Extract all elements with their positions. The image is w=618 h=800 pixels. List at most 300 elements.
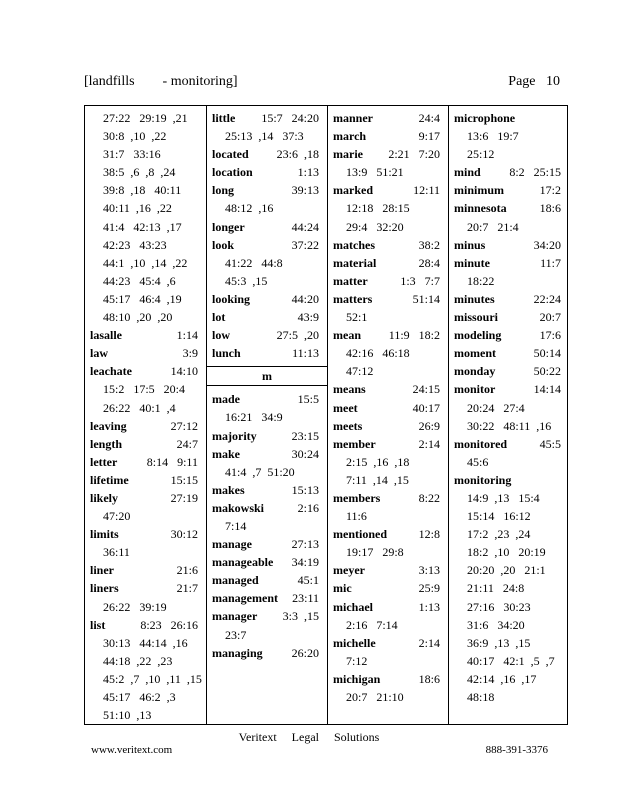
index-term: likely <box>90 490 119 505</box>
index-ref: 17:6 <box>539 328 561 343</box>
footer-website: www.veritext.com <box>91 744 173 756</box>
index-entry-head <box>212 553 327 571</box>
index-ref: 25:13 ,14 37:3 <box>225 129 304 144</box>
index-entry <box>212 163 327 181</box>
index-entry-head <box>212 571 327 589</box>
index-entry <box>90 417 206 435</box>
index-ref: 38:5 ,6 ,8 ,24 <box>103 165 176 180</box>
index-ref: 15:7 24:20 <box>261 111 319 125</box>
index-ref: 20:20 ,20 21:1 <box>467 563 546 578</box>
index-ref: 39:13 <box>291 183 319 198</box>
index-ref: 21:7 <box>176 581 198 596</box>
index-term: manageable <box>212 555 274 570</box>
footer-phone: 888-391-3376 <box>485 744 548 756</box>
index-ref: 8:14 9:11 <box>146 454 198 469</box>
index-entry <box>454 326 569 344</box>
index-entry <box>333 525 448 561</box>
index-entry <box>90 109 206 326</box>
index-ref: 41:4 ,7 51:20 <box>225 464 295 479</box>
index-entry <box>212 445 327 481</box>
index-ref: 3:13 <box>418 563 440 578</box>
index-ref: 24:7 <box>176 436 198 451</box>
index-ref: 30:13 44:14 ,16 <box>103 635 188 650</box>
index-term: lasalle <box>90 328 122 343</box>
index-term: moment <box>454 346 496 361</box>
index-term: managed <box>212 573 259 588</box>
index-ref: 12:11 <box>413 183 440 198</box>
index-entry <box>454 344 569 362</box>
index-term: manage <box>212 537 252 552</box>
index-entry-head <box>212 644 327 662</box>
index-ref: 15:14 16:12 <box>467 509 531 524</box>
index-ref: 8:2 25:15 <box>509 165 561 180</box>
index-entry-head <box>454 236 569 254</box>
index-ref: 36:11 <box>103 545 130 560</box>
index-term: michael <box>333 599 373 614</box>
index-ref: 7:14 <box>225 518 247 533</box>
index-entry-head <box>333 326 448 344</box>
index-ref: 12:8 <box>418 527 440 542</box>
index-term: manner <box>333 111 373 125</box>
index-term: makowski <box>212 500 265 515</box>
index-entry-head <box>333 525 448 543</box>
index-entry-head <box>212 445 327 463</box>
index-entry-head <box>212 163 327 181</box>
index-entry-head <box>212 344 327 362</box>
index-entry-head <box>90 344 206 362</box>
index-term: marie <box>333 147 363 162</box>
index-ref: 18:6 <box>418 671 440 686</box>
index-term: manager <box>212 609 258 624</box>
index-ref: 27:13 <box>291 537 319 552</box>
index-ref: 44:24 <box>291 219 319 234</box>
index-term: michelle <box>333 635 376 650</box>
index-term: located <box>212 147 249 162</box>
index-entry-head <box>212 181 327 199</box>
index-ref: 45:5 <box>539 436 561 451</box>
index-entry-head <box>212 236 327 254</box>
index-ref: 51:10 ,13 <box>103 708 152 723</box>
index-ref: 25:12 <box>467 147 495 162</box>
index-ref: 22:24 <box>533 291 561 306</box>
index-ref: 21:11 24:8 <box>467 581 525 596</box>
index-ref: 23:15 <box>291 428 319 443</box>
index-entry <box>212 218 327 236</box>
index-ref: 52:1 <box>346 310 368 325</box>
index-entry <box>212 145 327 163</box>
index-column-4 <box>448 106 569 724</box>
index-term: monitor <box>454 382 496 397</box>
index-entry-head <box>90 362 206 380</box>
index-entry-head <box>454 344 569 362</box>
index-term: mentioned <box>333 527 387 542</box>
index-entry-head <box>454 435 569 453</box>
index-entry <box>90 453 206 471</box>
index-term: minimum <box>454 183 505 198</box>
index-ref: 45:2 ,7 ,10 ,11 ,15 <box>103 671 202 686</box>
index-ref: 14:10 <box>170 364 198 379</box>
index-entry <box>212 308 327 326</box>
index-ref: 40:17 <box>412 400 440 415</box>
index-ref: 2:14 <box>418 635 440 650</box>
index-entry <box>333 127 448 145</box>
index-term: liner <box>90 563 114 578</box>
index-term: list <box>90 617 106 632</box>
index-term: material <box>333 255 377 270</box>
index-ref: 9:17 <box>418 129 440 144</box>
index-entry-head <box>454 362 569 380</box>
index-entry <box>212 553 327 571</box>
index-entry-head <box>212 390 327 408</box>
index-ref: 1:13 <box>297 165 319 180</box>
index-ref: 12:18 28:15 <box>346 201 410 216</box>
index-ref: 37:22 <box>291 237 319 252</box>
index-entry <box>454 254 569 290</box>
index-entry-head <box>90 417 206 435</box>
index-entry <box>454 236 569 254</box>
index-entry-head <box>333 109 448 127</box>
index-ref: 7:12 <box>346 653 368 668</box>
index-entry <box>454 181 569 199</box>
index-ref: 13:9 51:21 <box>346 165 404 180</box>
index-entry-head <box>454 326 569 344</box>
index-ref: 31:7 33:16 <box>103 147 161 162</box>
index-term: made <box>212 392 240 407</box>
index-ref: 23:11 <box>292 591 319 606</box>
index-ref: 14:9 ,13 15:4 <box>467 490 540 505</box>
index-ref: 15:13 <box>291 482 319 497</box>
index-term: modeling <box>454 328 502 343</box>
index-term: matters <box>333 291 373 306</box>
index-ref: 42:14 ,16 ,17 <box>467 671 537 686</box>
index-ref: 45:1 <box>297 573 319 588</box>
index-ref: 20:24 27:4 <box>467 400 525 415</box>
index-entry-head <box>454 163 569 181</box>
index-ref: 50:22 <box>533 364 561 379</box>
index-entry-head <box>212 218 327 236</box>
index-term: leaving <box>90 418 127 433</box>
index-entry <box>212 644 327 662</box>
index-ref: 19:17 29:8 <box>346 545 404 560</box>
index-term: majority <box>212 428 257 443</box>
index-term: minus <box>454 237 486 252</box>
index-term: monitored <box>454 436 508 451</box>
index-ref: 17:2 <box>539 183 561 198</box>
index-entry-head <box>212 535 327 553</box>
index-entry <box>333 634 448 670</box>
index-entry-head <box>333 272 448 290</box>
index-term: minute <box>454 255 490 270</box>
index-entry <box>454 109 569 163</box>
index-term: meets <box>333 418 363 433</box>
index-ref: 42:23 43:23 <box>103 237 167 252</box>
index-entry-head <box>212 589 327 607</box>
index-entry-head <box>333 561 448 579</box>
index-entry-head <box>212 499 327 517</box>
index-entry <box>212 571 327 589</box>
index-ref: 27:5 ,20 <box>276 328 319 343</box>
index-term: michigan <box>333 671 381 686</box>
column-2-lower-entries <box>212 390 327 661</box>
index-entry <box>212 236 327 290</box>
index-ref: 8:23 26:16 <box>140 617 198 632</box>
index-range: [landfills - monitoring] <box>84 74 238 89</box>
index-entry <box>90 344 206 362</box>
index-entry <box>333 181 448 235</box>
index-entry <box>333 326 448 380</box>
index-entry-head <box>333 435 448 453</box>
index-term: lunch <box>212 346 241 361</box>
index-entry-head <box>333 181 448 199</box>
index-ref: 1:13 <box>418 599 440 614</box>
index-ref: 20:7 21:10 <box>346 690 404 704</box>
index-entry <box>333 598 448 634</box>
index-ref: 15:2 17:5 20:4 <box>103 382 186 397</box>
index-ref: 44:18 ,22 ,23 <box>103 653 173 668</box>
index-entry <box>454 308 569 326</box>
index-term: meyer <box>333 563 365 578</box>
index-term: matches <box>333 237 375 252</box>
index-ref: 47:12 <box>346 364 374 379</box>
index-entry <box>212 427 327 445</box>
index-entry <box>90 561 206 579</box>
index-entry-head <box>454 290 569 308</box>
index-ref: 36:9 ,13 ,15 <box>467 635 531 650</box>
index-ref: 43:9 <box>297 310 319 325</box>
index-entry <box>212 181 327 217</box>
index-ref: 11:13 <box>292 346 319 361</box>
index-entry-head <box>212 326 327 344</box>
index-ref: 29:4 32:20 <box>346 219 404 234</box>
index-ref: 18:22 <box>467 273 495 288</box>
index-entry <box>333 380 448 398</box>
index-ref: 27:22 29:19 ,21 <box>103 111 188 125</box>
index-ref: 2:16 7:14 <box>346 617 398 632</box>
index-ref: 24:15 <box>412 382 440 397</box>
index-ref: 3:3 ,15 <box>282 609 319 624</box>
index-ref: 15:15 <box>170 472 198 487</box>
index-ref: 26:20 <box>291 645 319 660</box>
index-entry <box>90 489 206 525</box>
index-entry-head <box>333 670 448 688</box>
index-column-2 <box>206 106 327 724</box>
index-entry-head <box>333 634 448 652</box>
index-term: little <box>212 111 236 125</box>
page-number: Page 10 <box>508 74 560 89</box>
index-ref: 16:21 34:9 <box>225 410 283 425</box>
index-ref: 41:4 42:13 ,17 <box>103 219 182 234</box>
index-ref: 2:21 7:20 <box>388 147 440 162</box>
index-ref: 26:22 40:1 ,4 <box>103 400 176 415</box>
index-entry <box>454 362 569 380</box>
index-ref: 48:10 ,20 ,20 <box>103 310 173 325</box>
index-entry-head <box>212 427 327 445</box>
index-term: limits <box>90 527 119 542</box>
index-ref: 40:17 42:1 ,5 ,7 <box>467 653 555 668</box>
index-ref: 13:6 19:7 <box>467 129 519 144</box>
index-entry-head <box>90 561 206 579</box>
index-term: member <box>333 436 376 451</box>
index-entry <box>90 326 206 344</box>
index-ref: 45:6 <box>467 454 489 469</box>
index-ref: 30:12 <box>170 527 198 542</box>
index-term: law <box>90 346 108 361</box>
index-ref: 50:14 <box>533 346 561 361</box>
index-ref: 2:15 ,16 ,18 <box>346 454 410 469</box>
index-ref: 44:23 45:4 ,6 <box>103 273 176 288</box>
index-entry <box>90 435 206 453</box>
index-entry <box>333 290 448 326</box>
index-entry <box>333 417 448 435</box>
index-term: leachate <box>90 364 132 379</box>
index-entry-head <box>212 145 327 163</box>
index-entry <box>90 579 206 615</box>
index-ref: 20:7 <box>539 310 561 325</box>
index-entry-head <box>454 380 569 398</box>
index-entry <box>90 616 206 725</box>
index-ref: 28:4 <box>418 255 440 270</box>
index-entry-head <box>333 254 448 272</box>
index-entry <box>212 326 327 344</box>
index-entry-head <box>90 489 206 507</box>
index-term: longer <box>212 219 245 234</box>
index-ref: 44:20 <box>291 291 319 306</box>
index-ref: 3:9 <box>182 346 198 361</box>
index-ref: 27:16 30:23 <box>467 599 531 614</box>
index-entry <box>454 435 569 471</box>
index-ref: 23:6 ,18 <box>276 147 319 162</box>
index-term: missouri <box>454 310 499 325</box>
index-ref: 2:16 <box>297 500 319 515</box>
index-ref: 34:19 <box>291 555 319 570</box>
index-entry <box>90 525 206 561</box>
index-entry-head <box>333 417 448 435</box>
index-ref: 41:22 44:8 <box>225 255 283 270</box>
index-term: letter <box>90 454 118 469</box>
index-entry-head <box>333 579 448 597</box>
index-ref: 1:14 <box>176 328 198 343</box>
index-term: lot <box>212 310 226 325</box>
index-entry <box>212 290 327 308</box>
index-entry-head <box>333 598 448 616</box>
index-entry <box>454 471 569 706</box>
index-term: minutes <box>454 291 495 306</box>
index-entry-head <box>333 380 448 398</box>
index-ref: 24:4 <box>418 111 440 125</box>
index-entry <box>212 607 327 643</box>
footer-company: Veritext Legal Solutions <box>238 730 380 744</box>
index-term: meet <box>333 400 358 415</box>
index-column-3 <box>327 106 448 724</box>
index-term: means <box>333 382 366 397</box>
index-entry-head <box>454 109 569 127</box>
index-entry-head <box>454 199 569 217</box>
index-entry <box>454 163 569 181</box>
index-entry-head <box>454 254 569 272</box>
index-ref: 17:2 ,23 ,24 <box>467 527 531 542</box>
index-ref: 34:20 <box>533 237 561 252</box>
index-ref: 39:8 ,18 40:11 <box>103 183 182 198</box>
index-entry <box>333 236 448 254</box>
index-ref: 11:9 18:2 <box>388 328 440 343</box>
index-term: mic <box>333 581 352 596</box>
index-term: members <box>333 490 381 505</box>
index-ref: 48:18 <box>467 690 495 704</box>
index-term: make <box>212 446 240 461</box>
index-term: look <box>212 237 235 252</box>
index-term: low <box>212 328 230 343</box>
index-ref: 20:7 21:4 <box>467 219 519 234</box>
index-entry-head <box>333 290 448 308</box>
column-2-entries <box>212 109 327 362</box>
index-entry-head <box>212 481 327 499</box>
index-term: length <box>90 436 123 451</box>
index-entry-head <box>90 525 206 543</box>
index-entry-head <box>333 127 448 145</box>
index-ref: 27:19 <box>170 490 198 505</box>
index-entry-head <box>454 308 569 326</box>
index-entry <box>333 399 448 417</box>
index-term: long <box>212 183 235 198</box>
index-term: location <box>212 165 253 180</box>
index-entry-head <box>454 471 569 489</box>
index-ref: 44:1 ,10 ,14 ,22 <box>103 255 188 270</box>
index-entry-head <box>90 471 206 489</box>
index-entry <box>333 670 448 706</box>
index-entry <box>90 471 206 489</box>
index-ref: 18:2 ,10 20:19 <box>467 545 546 560</box>
index-entry <box>212 535 327 553</box>
index-entry-head <box>333 145 448 163</box>
index-entry-head <box>212 290 327 308</box>
index-table <box>84 105 568 725</box>
index-ref: 1:3 7:7 <box>400 273 440 288</box>
index-ref: 23:7 <box>225 627 247 642</box>
index-entry <box>212 499 327 535</box>
index-ref: 48:12 ,16 <box>225 201 274 216</box>
index-ref: 51:14 <box>412 291 440 306</box>
index-term: monitoring <box>454 472 512 487</box>
index-ref: 40:11 ,16 ,22 <box>103 201 172 216</box>
index-ref: 7:11 ,14 ,15 <box>346 472 409 487</box>
index-term: mean <box>333 328 361 343</box>
index-entry <box>333 272 448 290</box>
index-entry <box>212 344 327 362</box>
index-ref: 2:14 <box>418 436 440 451</box>
index-entry-head <box>90 326 206 344</box>
index-entry <box>212 589 327 607</box>
index-entry <box>333 254 448 272</box>
index-entry <box>333 145 448 181</box>
index-term: minnesota <box>454 201 507 216</box>
index-ref: 31:6 34:20 <box>467 617 525 632</box>
index-term: management <box>212 591 278 606</box>
index-entry <box>212 109 327 145</box>
index-ref: 30:8 ,10 ,22 <box>103 129 167 144</box>
index-entry-head <box>212 109 327 127</box>
index-entry-head <box>90 453 206 471</box>
index-entry <box>90 362 206 416</box>
index-entry <box>333 489 448 525</box>
index-entry-head <box>212 607 327 625</box>
index-ref: 8:22 <box>418 490 440 505</box>
index-ref: 18:6 <box>539 201 561 216</box>
index-ref: 42:16 46:18 <box>346 346 410 361</box>
index-ref: 11:7 <box>540 255 561 270</box>
index-term: matter <box>333 273 368 288</box>
index-term: march <box>333 129 367 144</box>
index-ref: 30:22 48:11 ,16 <box>467 418 552 433</box>
